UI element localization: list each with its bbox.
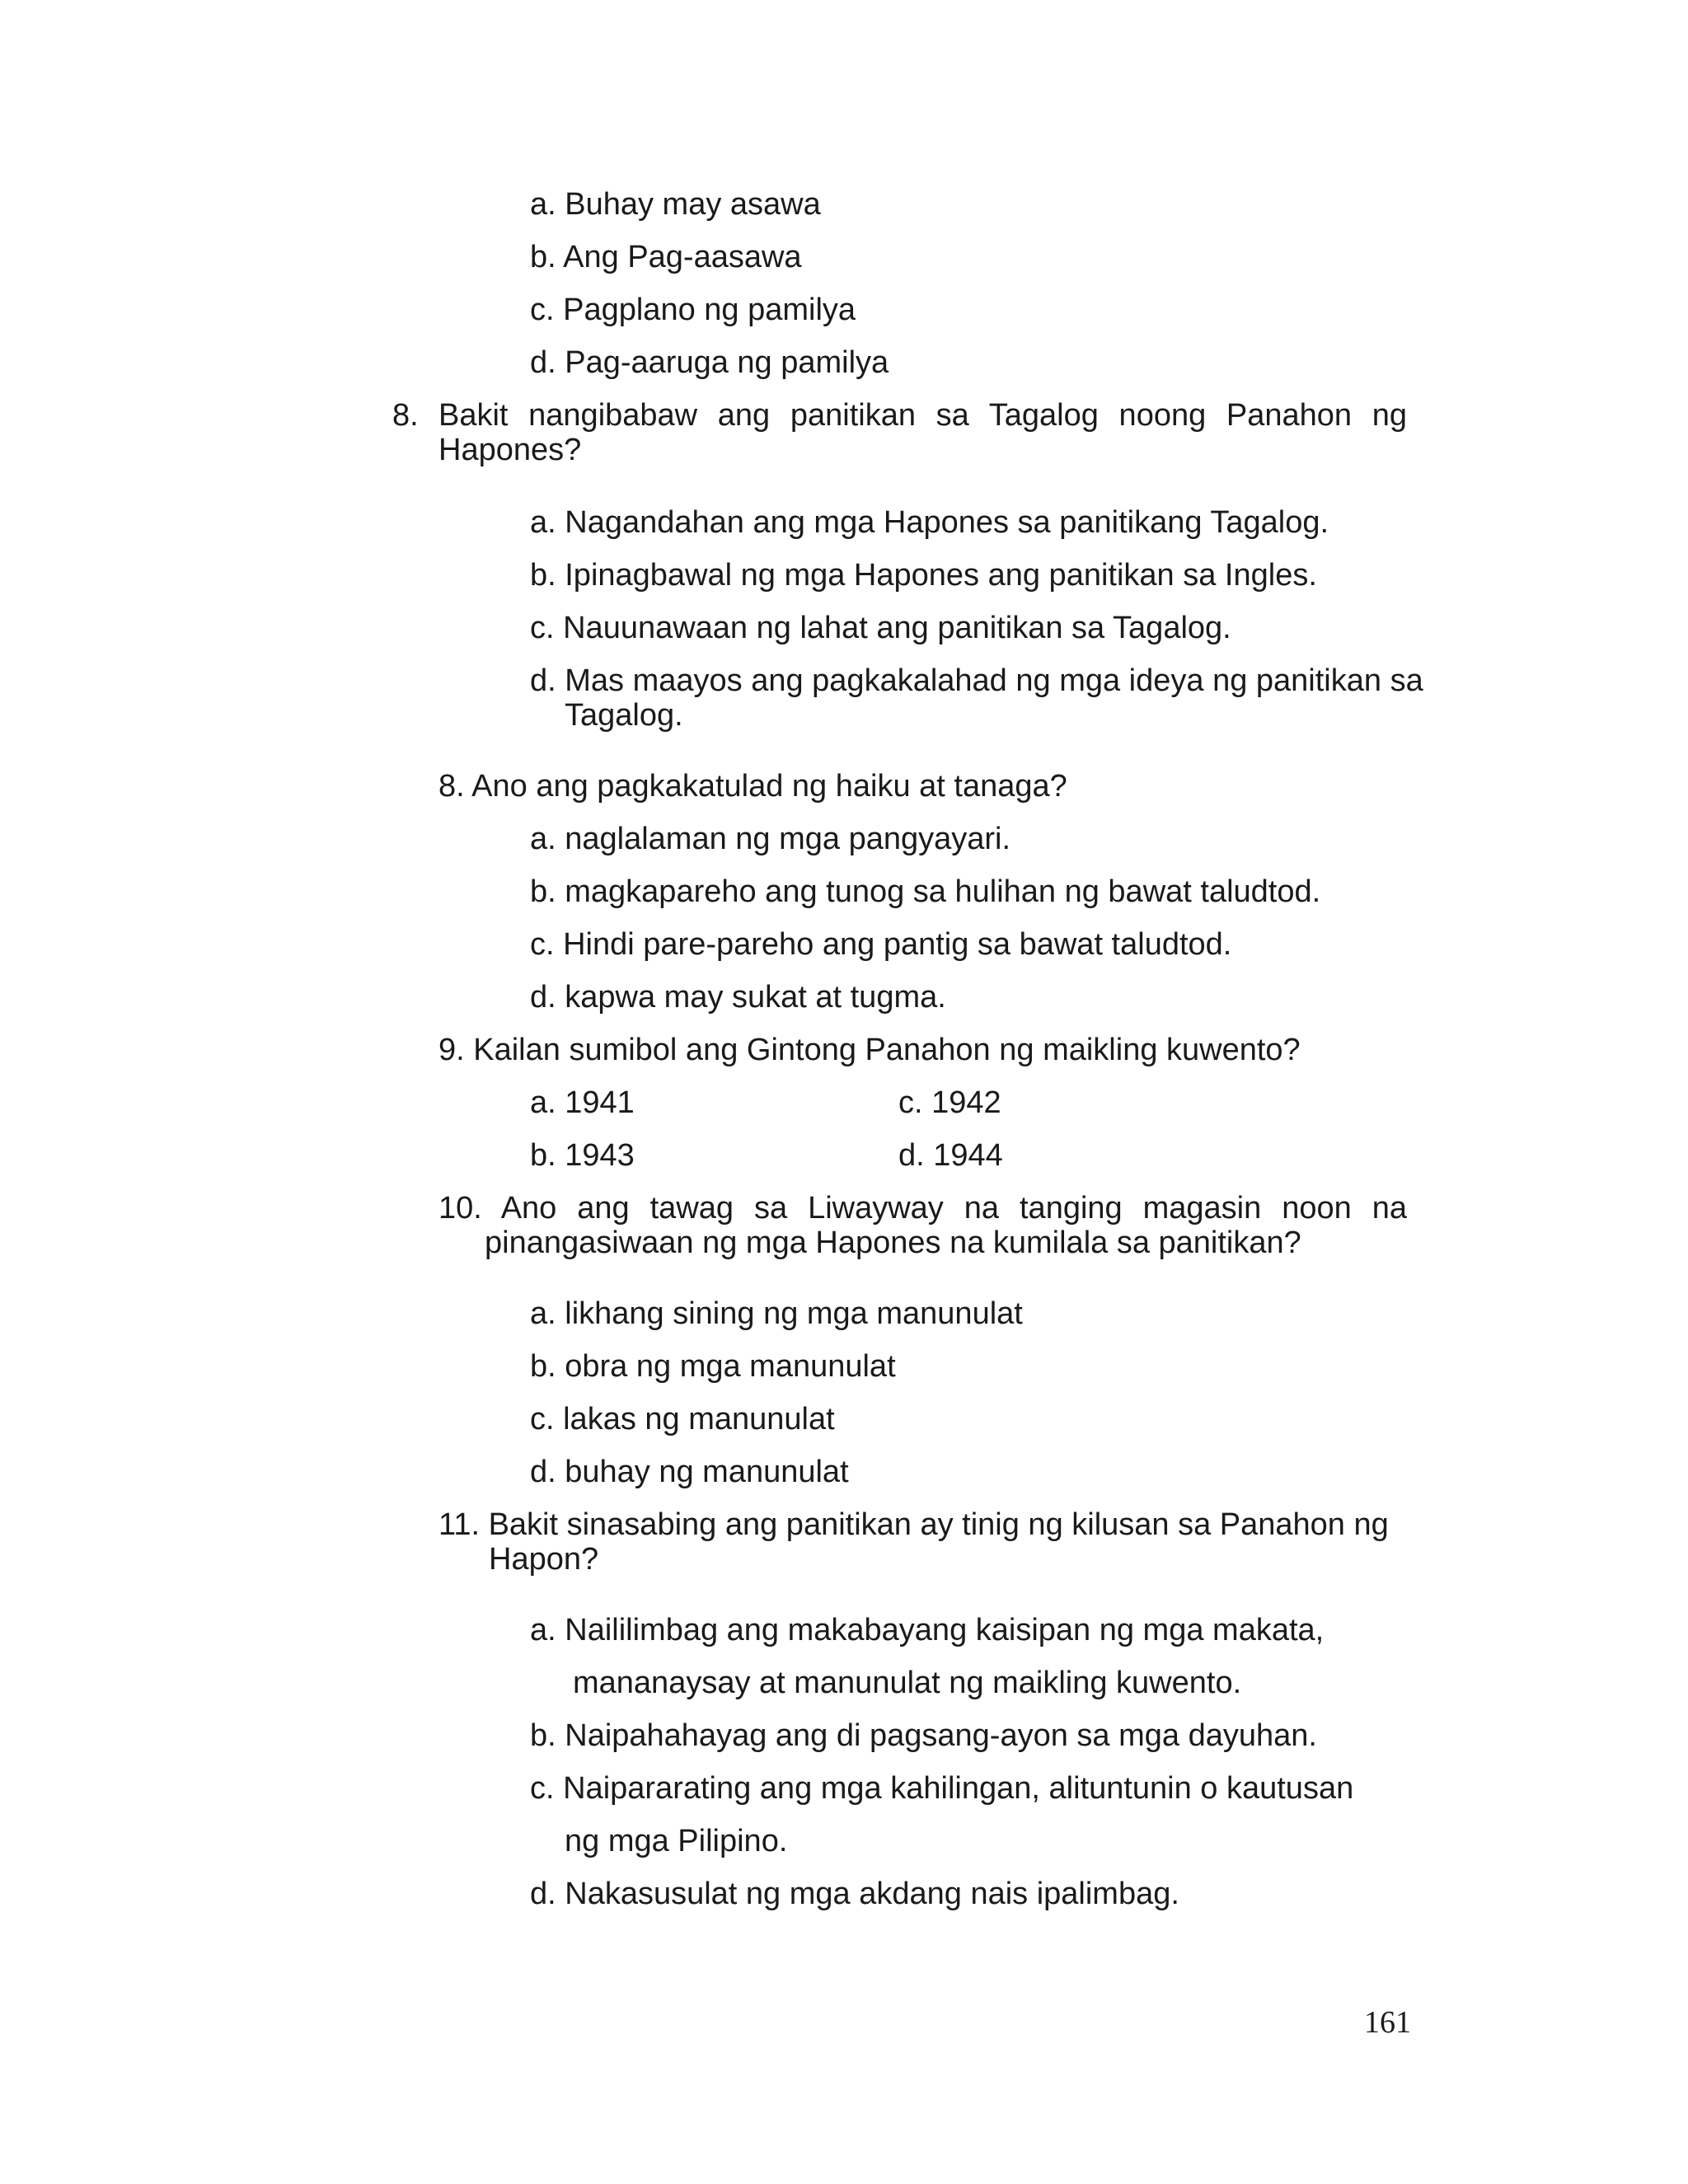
q7-choice-d: d. Pag-aaruga ng pamilya (530, 345, 889, 380)
q8b-choice-d: d. kapwa may sukat at tugma. (530, 980, 946, 1015)
q9-question: 9. Kailan sumibol ang Gintong Panahon ng maikling kuwento? (438, 1033, 1301, 1067)
q8a-question-line1: Bakit nangibabaw ang panitikan sa Tagalog noong Panahon ng (438, 398, 1407, 433)
q11-question-line2: Hapon? (489, 1542, 599, 1577)
q7-choice-b: b. Ang Pag-aasawa (530, 240, 802, 274)
q10-choice-c: c. lakas ng manunulat (530, 1402, 835, 1436)
q8a-question-line2: Hapones? (438, 433, 582, 467)
q11-choice-c-line2: ng mga Pilipino. (565, 1824, 788, 1858)
q11-choice-b: b. Naipahahayag ang di pagsang-ayon sa mga dayuhan. (530, 1718, 1317, 1753)
q9-choice-d: d. 1944 (898, 1138, 1003, 1173)
q8a-choice-b: b. Ipinagbawal ng mga Hapones ang panitikan sa Ingles. (530, 558, 1317, 593)
q8b-choice-c: c. Hindi pare-pareho ang pantig sa bawat taludtod. (530, 927, 1232, 962)
q9-choice-b: b. 1943 (530, 1138, 635, 1173)
q9-choice-c: c. 1942 (898, 1085, 1001, 1120)
q9-choice-a: a. 1941 (530, 1085, 635, 1120)
q8a-number: 8. (392, 398, 419, 433)
q10-choice-b: b. obra ng mga manunulat (530, 1349, 896, 1384)
q8b-question: 8. Ano ang pagkakatulad ng haiku at tanaga? (438, 769, 1067, 804)
q8b-choice-a: a. naglalaman ng mga pangyayari. (530, 822, 1011, 856)
q8a-choice-a: a. Nagandahan ang mga Hapones sa panitikang Tagalog. (530, 505, 1329, 540)
q8b-choice-b: b. magkapareho ang tunog sa hulihan ng bawat taludtod. (530, 874, 1321, 909)
q10-question-line2: pinangasiwaan ng mga Hapones na kumilala sa panitikan? (485, 1226, 1301, 1260)
q7-choice-a: a. Buhay may asawa (530, 187, 821, 222)
q8a-choice-d-line1: d. Mas maayos ang pagkakalahad ng mga ideya ng panitikan sa (530, 663, 1423, 698)
q10-choice-d: d. buhay ng manunulat (530, 1455, 849, 1489)
q11-question-line1: 11. Bakit sinasabing ang panitikan ay tinig ng kilusan sa Panahon ng (438, 1507, 1389, 1542)
q8a-choice-d-line2: Tagalog. (565, 698, 683, 733)
q7-choice-c: c. Pagplano ng pamilya (530, 293, 856, 327)
q11-choice-d: d. Nakasusulat ng mga akdang nais ipalimbag. (530, 1877, 1179, 1911)
q10-choice-a: a. likhang sining ng mga manunulat (530, 1296, 1023, 1331)
page-number: 161 (1364, 2005, 1411, 2040)
q8a-choice-c: c. Nauunawaan ng lahat ang panitikan sa Tagalog. (530, 611, 1231, 645)
q10-question-line1: 10. Ano ang tawag sa Liwayway na tanging magasin noon na (438, 1191, 1407, 1226)
q11-choice-a-line1: a. Naililimbag ang makabayang kaisipan ng mga makata, (530, 1613, 1325, 1647)
q11-choice-c-line1: c. Naipararating ang mga kahilingan, alituntunin o kautusan (530, 1771, 1354, 1806)
q11-choice-a-line2: mananaysay at manunulat ng maikling kuwento. (573, 1666, 1242, 1700)
